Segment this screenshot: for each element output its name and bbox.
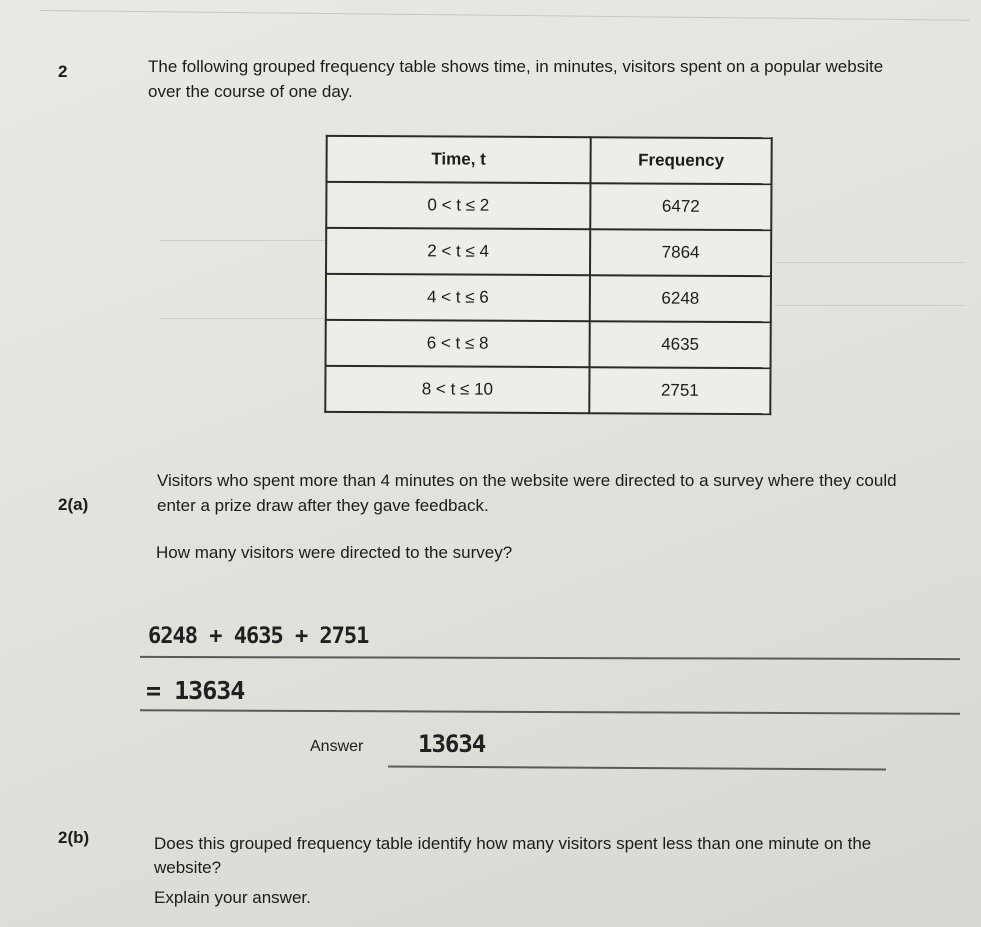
part-a-question: How many visitors were directed to the survey? <box>156 543 513 562</box>
answer-label: Answer <box>310 738 364 755</box>
frequency-cell: 7864 <box>590 229 771 276</box>
working-line-1: 6248 + 4635 + 2751 <box>148 624 369 649</box>
frequency-cell: 6472 <box>590 183 771 230</box>
part-b-text: Does this grouped frequency table identify how many visitors spent less than one minute on the website? <box>154 834 872 877</box>
frequency-cell: 6248 <box>590 275 771 322</box>
answer-value: 13634 <box>418 730 486 758</box>
question-stem: The following grouped frequency table shows time, in minutes, visitors spent on a popular website over the course of one day. <box>148 57 884 101</box>
question-number: 2 <box>58 62 68 81</box>
table-row <box>325 366 770 414</box>
part-a-text: Visitors who spent more than 4 minutes on the website were directed to a survey where they could enter a prize draw after they gave feedback. <box>157 471 897 515</box>
working-line-2: = 13634 <box>146 676 245 705</box>
frequency-table <box>324 135 772 415</box>
time-cell: 8 < t ≤ 10 <box>325 366 589 413</box>
part-b-prompt: Explain your answer. <box>154 888 311 907</box>
table-row <box>326 274 771 322</box>
time-cell: 2 < t ≤ 4 <box>326 228 590 275</box>
time-cell: 6 < t ≤ 8 <box>326 320 590 367</box>
background-rule <box>160 318 325 319</box>
page-edge <box>40 10 970 21</box>
frequency-cell: 2751 <box>589 367 770 414</box>
working-rule-1 <box>140 656 960 660</box>
table-row <box>326 228 771 276</box>
working-rule-2 <box>140 709 960 715</box>
table-row <box>326 182 771 230</box>
frequency-cell: 4635 <box>590 321 771 368</box>
part-a-label: 2(a) <box>58 495 89 514</box>
time-cell: 4 < t ≤ 6 <box>326 274 590 321</box>
table-header-row <box>326 136 771 184</box>
answer-line <box>388 765 886 770</box>
table-row <box>326 320 771 368</box>
header-frequency: Frequency <box>590 137 771 184</box>
header-time: Time, t <box>326 136 590 183</box>
background-rule <box>775 305 965 306</box>
background-rule <box>775 262 965 263</box>
part-b-label: 2(b) <box>58 828 90 847</box>
background-rule <box>160 240 325 241</box>
time-cell: 0 < t ≤ 2 <box>326 182 590 229</box>
